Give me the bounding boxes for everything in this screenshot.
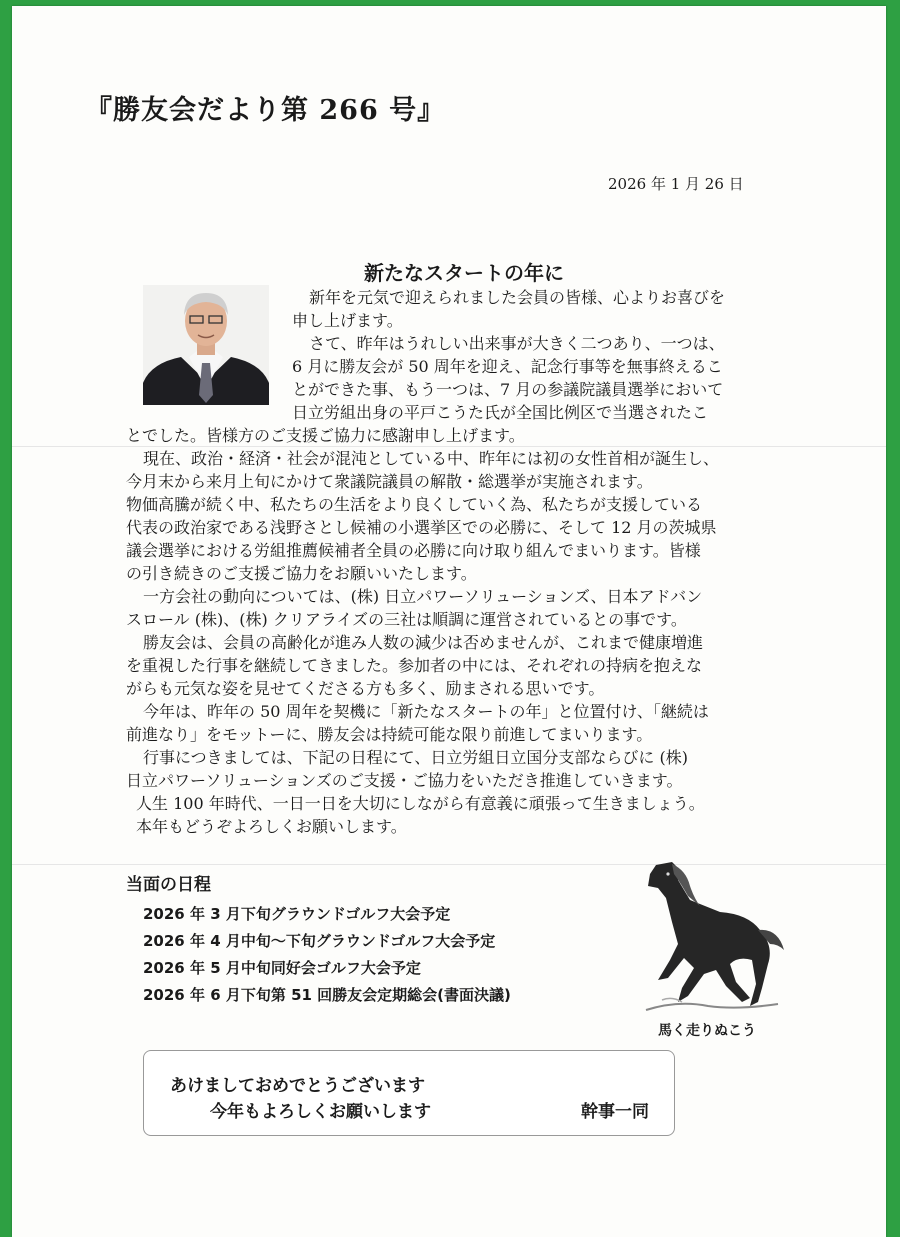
newsletter-title: 『勝友会だより第 266 号』 (85, 95, 446, 126)
author-photo (143, 285, 269, 405)
article-line: さて、昨年はうれしい出来事が大きく二つあり、一つは、 (309, 334, 725, 353)
article-line: 本年もどうぞよろしくお願いします。 (136, 817, 407, 836)
schedule-heading: 当面の日程 (126, 875, 211, 895)
schedule-item: 2026 年 3 月下旬グラウンドゴルフ大会予定 (143, 905, 451, 923)
greeting-line-2: 今年もよろしくお願いします (210, 1102, 431, 1122)
article-line: スロール (株)、(株) クリアライズの三社は順調に運営されているとの事です。 (126, 610, 687, 629)
schedule-item: 2026 年 5 月中旬同好会ゴルフ大会予定 (143, 959, 421, 977)
article-line: 新年を元気で迎えられました会員の皆様、心よりお喜びを (309, 288, 726, 307)
article-line: 今月末から来月上旬にかけて衆議院議員の解散・総選挙が実施されます。 (126, 472, 653, 491)
article-line: 議会選挙における労組推薦候補者全員の必勝に向け取り組んでまいります。皆様 (126, 541, 701, 560)
schedule-item: 2026 年 4 月中旬～下旬グラウンドゴルフ大会予定 (143, 932, 496, 950)
article-line: 前進なり」をモットーに、勝友会は持続可能な限り前進してまいります。 (126, 725, 653, 744)
article-line: 代表の政治家である浅野さとし候補の小選挙区での必勝に、そして 12 月の茨城県 (126, 518, 717, 537)
article-line: 日立労組出身の平戸こうた氏が全国比例区で当選されたこ (292, 403, 709, 422)
article-line: の引き続きのご支援ご協力をお願いいたします。 (126, 564, 477, 583)
article-line: を重視した行事を継続してきました。参加者の中には、それぞれの持病を抱えな (126, 656, 703, 675)
article-line: 現在、政治・経済・社会が混沌としている中、昨年には初の女性首相が誕生し、 (143, 449, 720, 468)
horse-caption: 馬く走りぬこう (658, 1023, 756, 1039)
horse-illustration (638, 860, 788, 1015)
article-line: 今年は、昨年の 50 周年を契機に「新たなスタートの年」と位置付け、「継続は (143, 702, 709, 721)
article-line: とができた事、もう一つは、7 月の参議院議員選挙において (292, 380, 724, 399)
article-line: がらも元気な姿を見せてくださる方も多く、励まされる思いです。 (126, 679, 605, 698)
greeting-signature: 幹事一同 (581, 1102, 649, 1122)
article-line: 申し上げます。 (292, 311, 403, 330)
article-line: 6 月に勝友会が 50 周年を迎え、記念行事等を無事終えるこ (292, 357, 723, 376)
greeting-line-1: あけましておめでとうございます (170, 1076, 425, 1096)
article-line: とでした。皆様方のご支援ご協力に感謝申し上げます。 (126, 426, 525, 445)
article-line: 行事につきましては、下記の日程にて、日立労組日立国分支部ならびに (株) (143, 748, 688, 767)
schedule-item: 2026 年 6 月下旬第 51 回勝友会定期総会(書面決議) (143, 986, 511, 1004)
article-heading: 新たなスタートの年に (364, 261, 564, 285)
article-line: 日立パワーソリューションズのご支援・ご協力をいただき推進していきます。 (126, 771, 683, 790)
issue-date: 2026 年 1 月 26 日 (608, 175, 744, 193)
article-line: 勝友会は、会員の高齢化が進み人数の減少は否めませんが、これまで健康増進 (143, 633, 704, 652)
article-line: 人生 100 年時代、一日一日を大切にしながら有意義に頑張って生きましょう。 (136, 794, 705, 813)
article-line: 一方会社の動向については、(株) 日立パワーソリューションズ、日本アドバン (143, 587, 703, 606)
greeting-box (143, 1050, 675, 1136)
article-line: 物価高騰が続く中、私たちの生活をより良くしていく為、私たちが支援している (126, 495, 703, 514)
